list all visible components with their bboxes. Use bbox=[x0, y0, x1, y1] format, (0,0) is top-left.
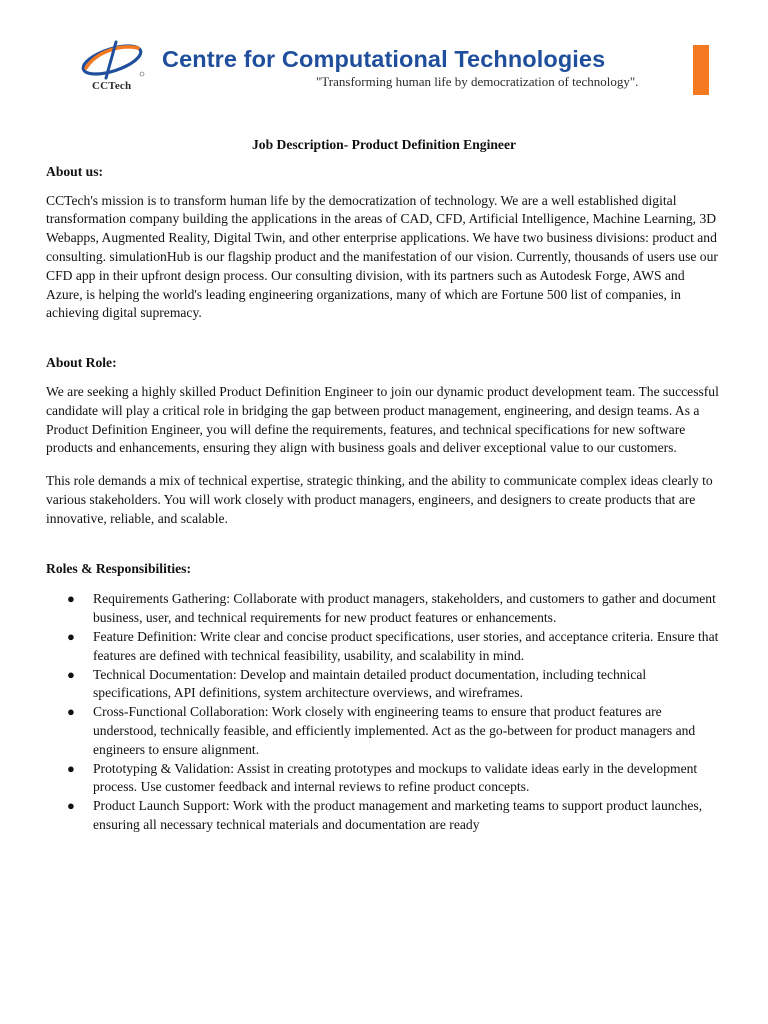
list-item bbox=[46, 703, 722, 759]
about-role-heading: About Role: bbox=[46, 355, 117, 371]
brand-accent-bar bbox=[693, 45, 709, 95]
document-title: Job Description- Product Definition Engineer bbox=[251, 137, 517, 152]
about-role-paragraph-2: This role demands a mix of technical expertise, strategic thinking, and the ability to communicate complex ideas clearly to various stakeholders. You will work closely with product managers, engineers, and designers to create products that are innovative, reliable, and scalable. bbox=[46, 473, 713, 526]
bullet-icon: ● bbox=[67, 666, 75, 682]
list-item bbox=[46, 628, 722, 666]
list-item-text: Prototyping & Validation: Assist in creating prototypes and mockups to validate ideas early in the development process. Use customer feedback and internal reviews to refine product concepts. bbox=[93, 760, 698, 795]
logo-caption: CCTech bbox=[92, 80, 132, 92]
list-item-text: Cross-Functional Collaboration: Work closely with engineering teams to ensure that product features are understood, technically feasible, and efficiently implemented. Act as the go-between for product managers and engineers to ensure alignment. bbox=[93, 704, 696, 757]
bullet-icon: ● bbox=[67, 704, 75, 720]
about-us-heading: About us: bbox=[46, 163, 104, 179]
organization-name: Centre for Computational Technologies bbox=[162, 46, 606, 72]
list-item bbox=[46, 760, 722, 798]
about-role-paragraph-1: We are seeking a highly skilled Product Definition Engineer to join our dynamic product development team. The successful candidate will play a critical role in bridging the gap between product management, engineering, and design teams. As a Product Definition Engineer, you will define the requirements, features, and technical specifications for new software products and enhancements, ensuring they align with business goals and deliver exceptional value to our customers. bbox=[46, 383, 719, 456]
list-item-text: Requirements Gathering: Collaborate with product managers, stakeholders, and customers to gather and document business, user, and technical requirements for new product features or enhancements. bbox=[93, 591, 716, 626]
bullet-icon: ● bbox=[67, 591, 75, 607]
organization-tagline: "Transforming human life by democratization of technology". bbox=[316, 74, 639, 89]
list-item bbox=[46, 590, 722, 628]
bullet-icon: ● bbox=[67, 628, 75, 644]
about-us-paragraph: CCTech's mission is to transform human life by the democratization of technology. We are a well established digital transformation company building the applications in the areas of CAD, CFD, Artificial Intelligence, Machine Learning, 3D Webapps, Augmented Reality, Digital Twin, and other enterprise applications. We have two business divisions: product and consulting. simulationHub is our flagship product and the manifestation of our vision. Currently, thousands of users use our CFD app in their upfront design process. Our consulting division, with its partners such as Autodesk Forge, AWS and Azure, is helping the world's leading engineering organizations, many of which are Fortune 500 list of companies, in achieving digital supremacy. bbox=[46, 192, 718, 321]
list-item bbox=[46, 666, 722, 704]
document-body bbox=[46, 136, 722, 835]
bullet-icon: ● bbox=[67, 798, 75, 814]
responsibilities-heading: Roles & Responsibilities: bbox=[46, 560, 192, 576]
list-item bbox=[46, 797, 722, 835]
bullet-icon: ● bbox=[67, 760, 75, 776]
list-item-text: Product Launch Support: Work with the product management and marketing teams to support product launches, ensuring all necessary technical materials and documentation are ready bbox=[93, 798, 703, 832]
responsibilities-list bbox=[46, 590, 722, 834]
letterhead bbox=[76, 38, 712, 98]
list-item-text: Technical Documentation: Develop and maintain detailed product documentation, including technical specifications, API definitions, system architecture overviews, and wireframes. bbox=[93, 666, 647, 701]
list-item-text: Feature Definition: Write clear and concise product specifications, user stories, and acceptance criteria. Ensure that features are defined with technical feasibility, usability, and scalability in mind. bbox=[93, 628, 719, 663]
